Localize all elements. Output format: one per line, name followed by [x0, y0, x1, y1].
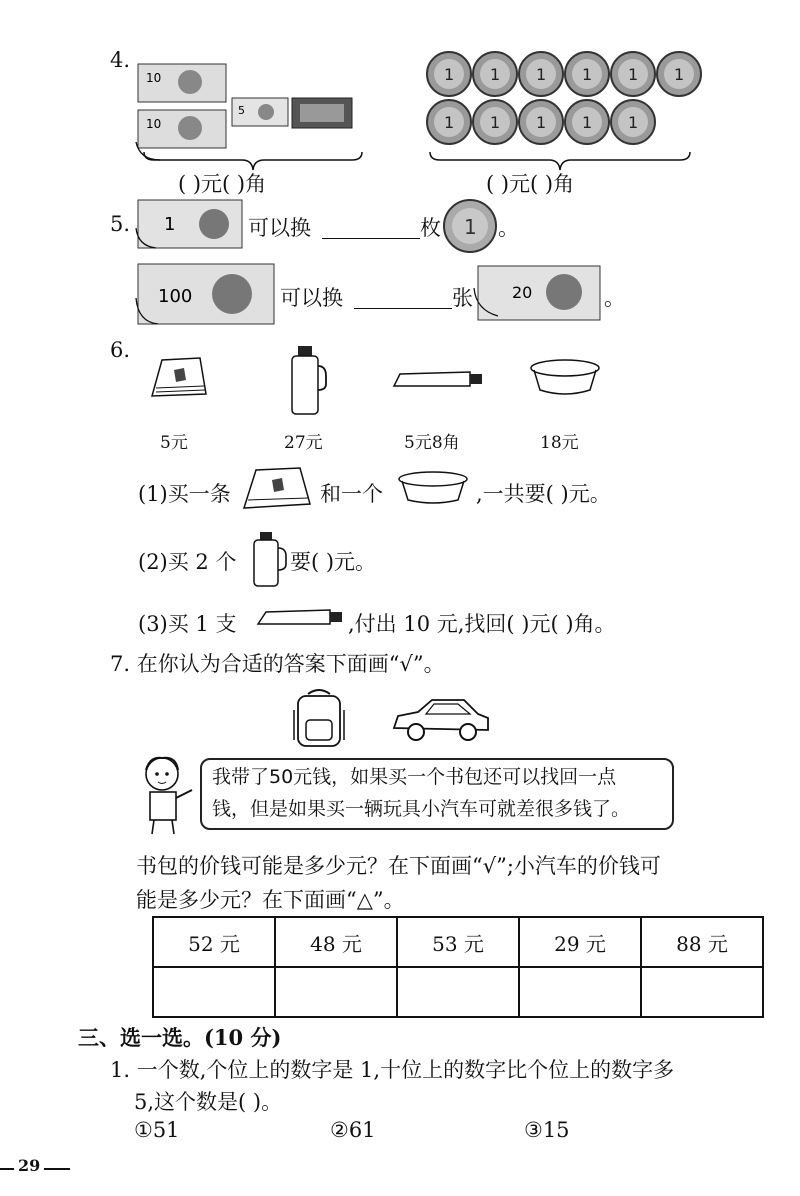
- q5-line1-text: 可以换: [248, 216, 311, 240]
- towel-icon: [148, 352, 210, 404]
- svg-text:1: 1: [536, 113, 547, 132]
- page-number: 29: [14, 1156, 44, 1175]
- price-cell-1: 52 元: [153, 917, 275, 967]
- svg-text:1: 1: [464, 215, 477, 239]
- svg-text:5: 5: [238, 104, 245, 117]
- q6-sub1-a: (1)买一条: [138, 482, 231, 506]
- toothpaste-icon: [390, 366, 486, 392]
- svg-text:20: 20: [512, 283, 533, 302]
- svg-text:1: 1: [536, 65, 547, 84]
- q4-number: 4.: [110, 48, 131, 72]
- boy-avatar: [132, 752, 204, 836]
- coin-1-yuan-icon: [611, 52, 655, 96]
- q5-line2-unit: 张: [452, 286, 473, 310]
- price-cell-3: 53 元: [397, 917, 519, 967]
- price-cell-2: 48 元: [275, 917, 397, 967]
- s3-q1-line2: 5,这个数是( )。: [134, 1090, 283, 1114]
- q5-line1-unit: 枚: [420, 216, 441, 240]
- coin-1-yuan-icon: [473, 100, 517, 144]
- section3-heading: 三、选一选。(10 分): [78, 1025, 282, 1050]
- svg-text:1: 1: [490, 113, 501, 132]
- q4-coins: [425, 50, 715, 150]
- coin-1-yuan-icon: [611, 100, 655, 144]
- coin-1-yuan-icon: [473, 52, 517, 96]
- s3-q1-line1: 1. 一个数,个位上的数字是 1,十位上的数字比个位上的数字多: [110, 1058, 675, 1082]
- banknote-20-yuan: [472, 264, 604, 324]
- speech-bubble: [200, 758, 674, 830]
- price-cell-4: 29 元: [519, 917, 641, 967]
- toothpaste-icon-small: [254, 604, 346, 630]
- q6-sub1-c: ,一共要( )元。: [476, 482, 611, 506]
- basin-icon-small: [396, 470, 470, 506]
- banknote-1-back: [292, 98, 352, 128]
- banknote-5: [232, 98, 288, 126]
- thermos-icon-small: [248, 530, 288, 590]
- banknote-100-yuan: [134, 262, 278, 328]
- q6-sub3-b: ,付出 10 元,找回( )元( )角。: [348, 612, 616, 636]
- coin-1-yuan-icon: [519, 100, 563, 144]
- banknote-10-a: [138, 64, 226, 102]
- coin-1-yuan-icon: [519, 52, 563, 96]
- svg-text:10: 10: [146, 71, 162, 85]
- svg-text:1: 1: [164, 214, 176, 235]
- price-thermos: 27元: [284, 433, 323, 453]
- q6-sub3-a: (3)买 1 支: [138, 612, 237, 636]
- banknote-10-b: [138, 110, 226, 148]
- q6-sub2-b: 要( )元。: [290, 550, 377, 574]
- answer-cell-2[interactable]: [275, 967, 397, 1017]
- answer-cell-1[interactable]: [153, 967, 275, 1017]
- svg-text:1: 1: [444, 65, 455, 84]
- price-basin: 18元: [540, 433, 579, 453]
- coin-1-yuan-icon: [427, 52, 471, 96]
- q7-question-line2: 能是多少元？在下面画“△”。: [136, 888, 405, 912]
- coin-1-jiao-icon: [442, 198, 498, 254]
- svg-text:1: 1: [582, 65, 593, 84]
- answer-cell-4[interactable]: [519, 967, 641, 1017]
- q7-title: 7. 在你认为合适的答案下面画“√”。: [110, 652, 445, 676]
- q6-sub1-b: 和一个: [320, 482, 383, 506]
- option-2[interactable]: ②61: [330, 1118, 376, 1142]
- q4-left-answer: ( )元( )角: [178, 172, 267, 196]
- basin-icon: [528, 358, 602, 398]
- coin-1-yuan-icon: [565, 52, 609, 96]
- price-table: [152, 916, 764, 1018]
- q5-line1-end: 。: [498, 216, 519, 240]
- banknote-1-yuan: [134, 198, 246, 252]
- q7-question-line1: 书包的价钱可能是多少元？在下面画“√”;小汽车的价钱可: [136, 854, 661, 878]
- toy-car-icon: [388, 694, 492, 744]
- svg-text:100: 100: [158, 286, 193, 307]
- q5-blank-1[interactable]: [322, 216, 420, 239]
- svg-text:1: 1: [628, 113, 639, 132]
- q4-right-answer: ( )元( )角: [486, 172, 575, 196]
- q6-sub2-a: (2)买 2 个: [138, 550, 237, 574]
- coin-1-yuan-icon: [657, 52, 701, 96]
- svg-text:1: 1: [628, 65, 639, 84]
- table-row-answers: [153, 967, 763, 1017]
- coin-1-yuan-icon: [565, 100, 609, 144]
- backpack-icon: [290, 688, 348, 750]
- coin-1-yuan-icon: [427, 100, 471, 144]
- svg-text:1: 1: [490, 65, 501, 84]
- answer-cell-5[interactable]: [641, 967, 763, 1017]
- q5-line2-text: 可以换: [280, 286, 343, 310]
- q6-number: 6.: [110, 338, 131, 362]
- thermos-icon: [286, 344, 328, 418]
- answer-cell-3[interactable]: [397, 967, 519, 1017]
- q5-number: 5.: [110, 212, 131, 236]
- q5-line2-end: 。: [604, 286, 625, 310]
- price-cell-5: 88 元: [641, 917, 763, 967]
- svg-text:1: 1: [674, 65, 685, 84]
- price-toothpaste: 5元8角: [404, 433, 460, 453]
- option-3[interactable]: ③15: [524, 1118, 570, 1142]
- towel-icon-small: [240, 464, 316, 512]
- price-towel: 5元: [160, 433, 188, 453]
- svg-text:1: 1: [444, 113, 455, 132]
- svg-text:1: 1: [582, 113, 593, 132]
- option-1[interactable]: ①51: [134, 1118, 180, 1142]
- table-row-prices: [153, 917, 763, 967]
- svg-text:10: 10: [146, 117, 162, 131]
- speech-line-1: 我带了50元钱，如果买一个书包还可以找回一点: [212, 766, 617, 788]
- q5-blank-2[interactable]: [354, 286, 452, 309]
- speech-line-2: 钱，但是如果买一辆玩具小汽车可就差很多钱了。: [212, 798, 631, 820]
